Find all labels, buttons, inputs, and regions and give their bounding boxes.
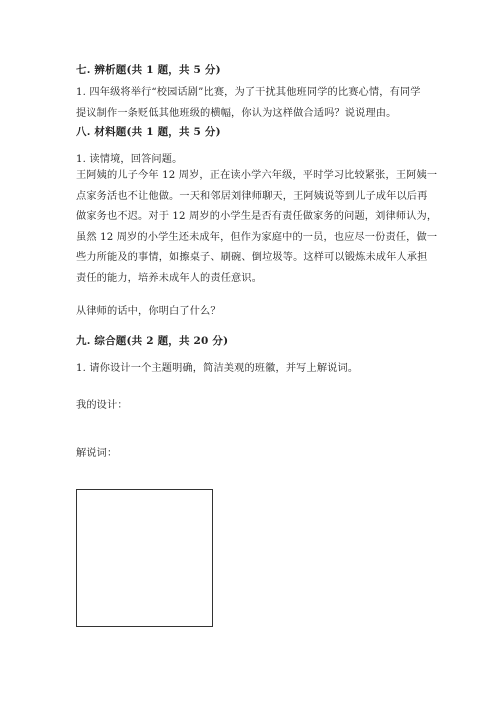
section-9-question-1: 1. 请你设计一个主题明确，简洁美观的班徽，并写上解说词。	[76, 363, 359, 374]
design-answer-box[interactable]	[76, 489, 213, 627]
passage-line: 做家务也不迟。对于 12 周岁的小学生是否有责任做家务的问题，刘律师认为，	[76, 211, 438, 222]
passage-line: 王阿姨的儿子今年 12 周岁，正在读小学六年级，平时学习比较紧张，王阿姨一	[76, 170, 438, 181]
passage-line: 责任的能力，培养未成年人的责任意识。	[76, 272, 263, 284]
section-8-question: 从律师的话中，你明白了什么？	[76, 306, 221, 317]
passage-line: 些力所能及的事情，如擦桌子、刷碗、倒垃圾等。这样可以锻炼未成年人承担	[76, 252, 428, 263]
section-8-heading: 八. 材料题(共 1 题，共 5 分)	[76, 126, 221, 138]
section-8-passage	[76, 166, 438, 289]
question-line: 提议制作一条贬低其他班级的横幅，你认为这样做合适吗？说说理由。	[76, 107, 397, 119]
section-9-heading: 九. 综合题(共 2 题，共 20 分)	[76, 335, 229, 347]
section-8-question-1-prompt: 1. 读情境，回答问题。	[76, 154, 183, 165]
passage-line: 虽然 12 周岁的小学生还未成年，但作为家庭中的一员，也应尽一份责任，做一	[76, 231, 438, 243]
question-line: 1. 四年级将举行“校园话剧”比赛，为了干扰其他班同学的比赛心情，有同学	[76, 87, 421, 98]
section-7-heading: 七. 辨析题(共 1 题，共 5 分)	[76, 64, 221, 76]
my-design-label: 我的设计：	[76, 400, 128, 411]
passage-line: 点家务活也不让他做。一天和邻居刘律师聊天，王阿姨说等到儿子成年以后再	[76, 190, 428, 202]
explanation-label: 解说词：	[76, 448, 118, 459]
section-7-question-1	[76, 83, 428, 124]
